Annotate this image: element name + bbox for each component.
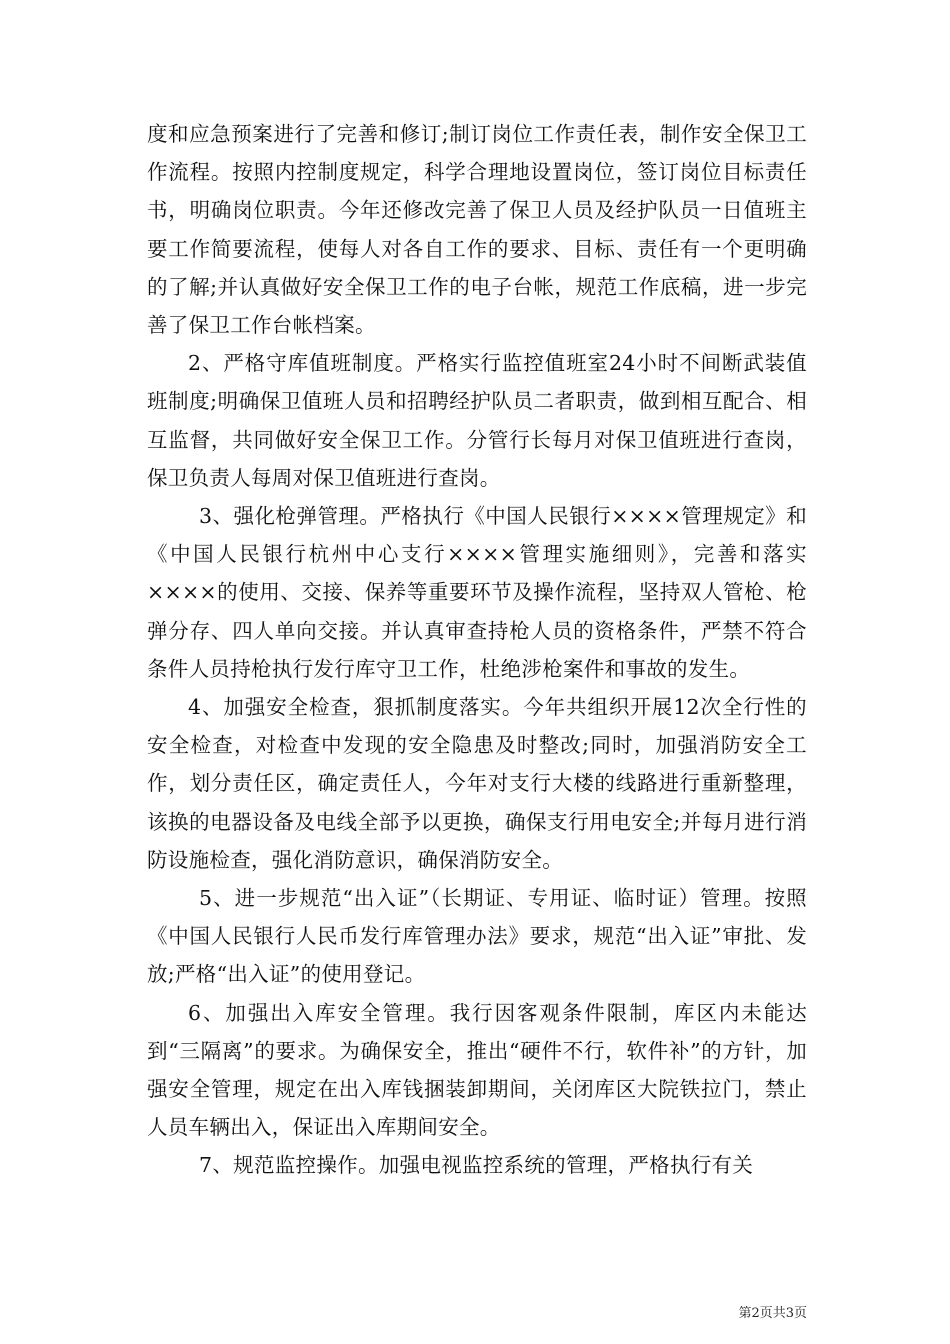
paragraph-item-5: 5、进一步规范“出入证”（长期证、专用证、临时证）管理。按照《中国人民银行人民币发行库管理办法》要求，规范“出入证”审批、发放;严格“出入证”的使用登记。 [147, 886, 807, 987]
page-number-footer: 第2页共3页 [738, 1306, 807, 1321]
paragraph-item-6: 6、加强出入库安全管理。我行因客观条件限制，库区内未能达到“三隔离”的要求。为确保安全，推出“硬件不行，软件补”的方针，加强安全管理，规定在出入库钱捆装卸期间，关闭库区大院铁拉门，禁止人员车辆出入，保证出入库期间安全。 [147, 1000, 807, 1140]
paragraph-item-2: 2、严格守库值班制度。严格实行监控值班室24小时不间断武装值班制度;明确保卫值班人员和招聘经护队员二者职责，做到相互配合、相互监督，共同做好安全保卫工作。分管行长每月对保卫值班进行查岗，保卫负责人每周对保卫值班进行查岗。 [147, 351, 807, 490]
paragraph-item-4: 4、加强安全检查，狠抓制度落实。今年共组织开展12次全行性的安全检查，对检查中发现的安全隐患及时整改;同时，加强消防安全工作，划分责任区，确定责任人，今年对支行大楼的线路进行重新整理，该换的电器设备及电线全部予以更换，确保支行用电安全;并每月进行消防设施检查，强化消防意识，确保消防安全。 [147, 695, 807, 872]
paragraph-continuation: 度和应急预案进行了完善和修订;制订岗位工作责任表，制作安全保卫工作流程。按照内控制度规定，科学合理地设置岗位，签订岗位目标责任书，明确岗位职责。今年还修改完善了保卫人员及经护队员一日值班主要工作简要流程，使每人对各自工作的要求、目标、责任有一个更明确的了解;并认真做好安全保卫工作的电子台帐，规范工作底稿，进一步完善了保卫工作台帐档案。 [147, 122, 807, 338]
paragraph-item-3: 3、强化枪弹管理。严格执行《中国人民银行××××管理规定》和《中国人民银行杭州中心支行××××管理实施细则》，完善和落实××××的使用、交接、保养等重要环节及操作流程，坚持双人管枪、枪弹分存、四人单向交接。并认真审查持枪人员的资格条件，严禁不符合条件人员持枪执行发行库守卫工作，杜绝涉枪案件和事故的发生。 [147, 504, 807, 681]
document-body [147, 115, 807, 1185]
paragraph-item-7: 7、规范监控操作。加强电视监控系统的管理，严格执行有关 [199, 1153, 754, 1178]
